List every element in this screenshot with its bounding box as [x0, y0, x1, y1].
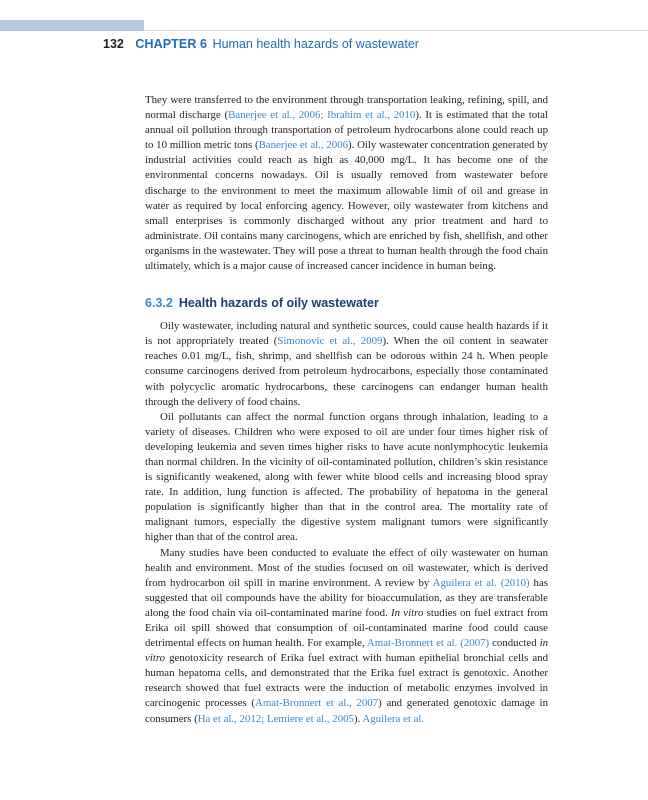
running-head [103, 36, 419, 52]
text-run: They were transferred to the environment through transportation leaking, refining, spill, and normal discharge ( [145, 94, 548, 122]
citation-link[interactable]: Banerjee et al., 2006 [258, 139, 349, 152]
page-number: 132 [103, 37, 124, 51]
text-run: ) and generated genotoxic damage in consumers ( [145, 697, 548, 725]
text-run: ). When the oil content in seawater reaches 0.01 mg/L, fish, shrimp, and shellfish can be odorous within 24 h. When people consume carcinogens derived from petroleum hydrocarbons, especially those contaminated with polycyclic aromatic hydrocarbons, these carcinogens can endanger human health through the delivery of food chains. [145, 335, 548, 408]
body-text [145, 93, 548, 727]
text-run: conducted [489, 637, 540, 650]
text-run: Oil pollutants can affect the normal function organs through inhalation, leading to a variety of diseases. Children who were exposed to oil are under four times higher risk of developing leukemia and seven times higher risks to have acute nonlymphocytic leukemia than normal children. In the vicinity of oil-contaminated pollution, children’s skin resistance is significantly weakened, along with fewer white blood cells and increasing blood spray rate. In addition, lung function is affected. The probability of hepatoma in the general population is significantly higher than that in the control area. The mortality rate of malignant tumors, especially the digestive system malignant tumors were significantly higher than that of the control area. [145, 410, 548, 544]
text-run: ). It is estimated that the total annual oil pollution through transportation of petroleum hydrocarbons alone could reach up to 10 million metric tons ( [145, 109, 549, 152]
paragraph-1 [145, 319, 548, 410]
paragraph-3 [145, 546, 548, 727]
chapter-label: CHAPTER 6 [135, 37, 208, 51]
italic-text: In vitro [391, 606, 424, 619]
citation-link[interactable]: Amat-Bronnert et al., 2007 [254, 697, 379, 710]
section-title: Health hazards of oily wastewater [178, 296, 379, 311]
citation-link[interactable]: Aguilera et al. [362, 712, 425, 725]
citation-link[interactable]: Banerjee et al., 2006; Ibrahim et al., 2010 [228, 109, 416, 122]
header-rule [144, 30, 648, 31]
chapter-title: Human health hazards of wastewater [212, 37, 419, 51]
citation-link[interactable]: Amat-Bronnert et al. (2007) [366, 637, 490, 650]
text-run: Many studies have been conducted to evaluate the effect of oily wastewater on human health and environment. Most of the studies focused on oil wastewater, which is derived from hydrocarbon oil spill in marine environment. A review by [145, 546, 548, 589]
text-run: ). Oily wastewater concentration generated by industrial activities could reach as high as 40,000 mg/L. It has become one of the environmental concerns nowadays. Oil is usually removed from wastewater before discharge to the environment to meet the maximum allowable limit of oil and grease in water as required by local enforcing agency. However, oily wastewater from kitchens and small enterprises is commonly discharged without any prior treatment and hard to administrate. Oil contains many carcinogens, which are enriched by fish, shellfish, and other organisms in the wastewater. They will pose a threat to human health through the food chain ultimately, which is a major cause of increased cancer incidence in human being. [145, 139, 548, 273]
paragraph-2 [145, 410, 548, 546]
header-accent-bar [0, 20, 144, 31]
section-heading [145, 295, 548, 311]
text-run: ). [353, 712, 363, 725]
section-number: 6.3.2 [145, 296, 173, 311]
text-run: studies on fuel extract from Erika oil spill showed that consumption of oil-contaminated marine food could cause detrimental effects on human health. For example, [145, 606, 548, 650]
citation-link[interactable]: Ha et al., 2012; Lemiere et al., 2005 [197, 712, 354, 725]
citation-link[interactable]: Aguilera et al. (2010) [432, 576, 530, 589]
citation-link[interactable]: Simonovic et al., 2009 [277, 335, 383, 348]
text-run: Oily wastewater, including natural and synthetic sources, could cause health hazards if it is not appropriately treated ( [145, 320, 548, 348]
italic-text: in vitro [145, 637, 549, 665]
text-run: genotoxicity research of Erika fuel extract with human epithelial bronchial cells and human hepatoma cells, and demonstrated that the Erika fuel extract is genotoxic. Another research showed that fuel extracts were the induction of metabolic enzymes involved in carcinogenic processes ( [145, 652, 548, 710]
paragraph-intro [145, 93, 548, 274]
text-run: has suggested that oil compounds have the ability for bioaccumulation, as they are transferable along the food chain via oil-contaminated marine food. [145, 576, 548, 619]
